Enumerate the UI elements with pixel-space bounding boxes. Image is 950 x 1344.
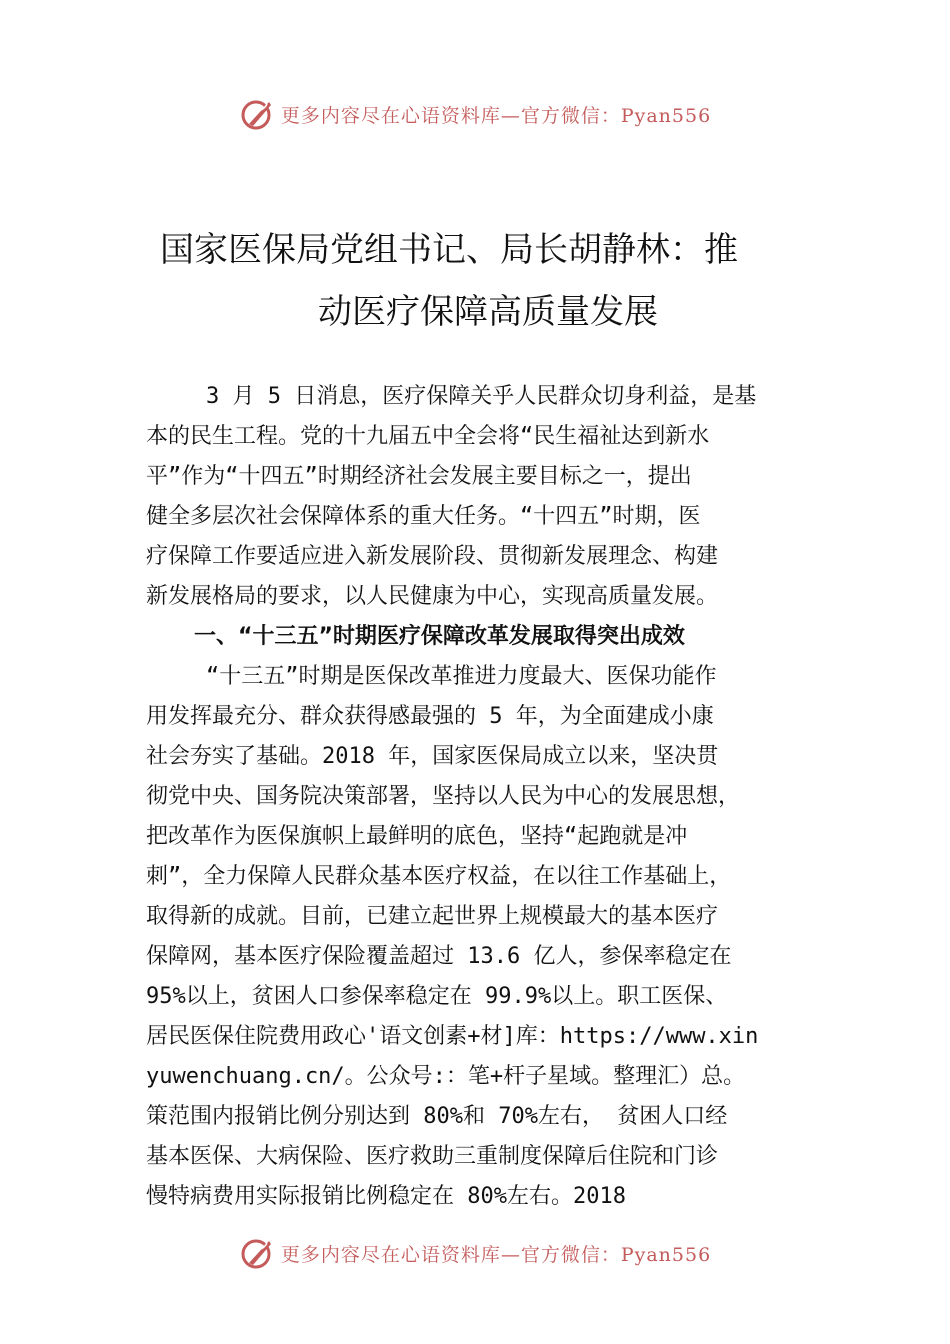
paragraph-line: 健全多层次社会保障体系的重大任务。“十四五”时期，医 xyxy=(146,504,701,529)
paragraph-line: 95%以上，贫困人口参保率稳定在 99.9%以上。职工医保、 xyxy=(146,984,728,1009)
paragraph-line: 保障网，基本医疗保险覆盖超过 13.6 亿人，参保率稳定在 xyxy=(146,944,732,969)
paragraph-line: 策范围内报销比例分别达到 80%和 70%左右， 贫困人口经 xyxy=(146,1104,728,1129)
section-heading: 一、“十三五”时期医疗保障改革发展取得突出成效 xyxy=(194,624,685,649)
paragraph-line: 新发展格局的要求，以人民健康为中心，实现高质量发展。 xyxy=(146,584,719,609)
paragraph-line: 3 月 5 日消息，医疗保障关乎人民群众切身利益，是基 xyxy=(206,384,757,409)
paragraph-line: “十三五”时期是医保改革推进力度最大、医保功能作 xyxy=(206,664,717,689)
paragraph-line: 彻党中央、国务院决策部署，坚持以人民为中心的发展思想， xyxy=(146,784,741,809)
paragraph-line: 社会夯实了基础。2018 年，国家医保局成立以来，坚决贯 xyxy=(146,744,719,769)
paragraph-line: 把改革作为医保旗帜上最鲜明的底色，坚持“起跑就是冲 xyxy=(146,824,688,849)
article-body xyxy=(146,377,816,1217)
paragraph-line: yuwenchuang.cn/。公众号:：笔+杆子星域。整理汇）总。 xyxy=(146,1064,746,1089)
paragraph-line: 疗保障工作要适应进入新发展阶段、贯彻新发展理念、构建 xyxy=(146,544,719,569)
quill-logo-icon xyxy=(239,1235,275,1271)
paragraph-line: 本的民生工程。党的十九届五中全会将“民生福祉达到新水 xyxy=(146,424,710,449)
paragraph-line: 取得新的成就。目前，已建立起世界上规模最大的基本医疗 xyxy=(146,904,719,929)
quill-logo-icon xyxy=(239,96,275,132)
paragraph-line: 慢特病费用实际报销比例稳定在 80%左右。2018 xyxy=(146,1184,626,1209)
paragraph-line: 基本医保、大病保险、医疗救助三重制度保障后住院和门诊 xyxy=(146,1144,719,1169)
paragraph-line: 刺”，全力保障人民群众基本医疗权益，在以往工作基础上， xyxy=(146,864,732,889)
page-title-line-2: 动医疗保障高质量发展 xyxy=(318,292,658,332)
paragraph-line: 用发挥最充分、群众获得感最强的 5 年，为全面建成小康 xyxy=(146,704,714,729)
watermark-footer xyxy=(0,1233,950,1273)
watermark-text: 更多内容尽在心语资料库—官方微信：Pyan556 xyxy=(280,104,712,127)
watermark-header xyxy=(0,94,950,134)
watermark-text: 更多内容尽在心语资料库—官方微信：Pyan556 xyxy=(280,1243,712,1266)
paragraph-line: 居民医保住院费用政心'语文创素+材]库：https://www.xin xyxy=(146,1024,759,1049)
paragraph-line: 平”作为“十四五”时期经济社会发展主要目标之一，提出 xyxy=(146,464,692,489)
page-title-line-1: 国家医保局党组书记、局长胡静林：推 xyxy=(160,230,738,270)
